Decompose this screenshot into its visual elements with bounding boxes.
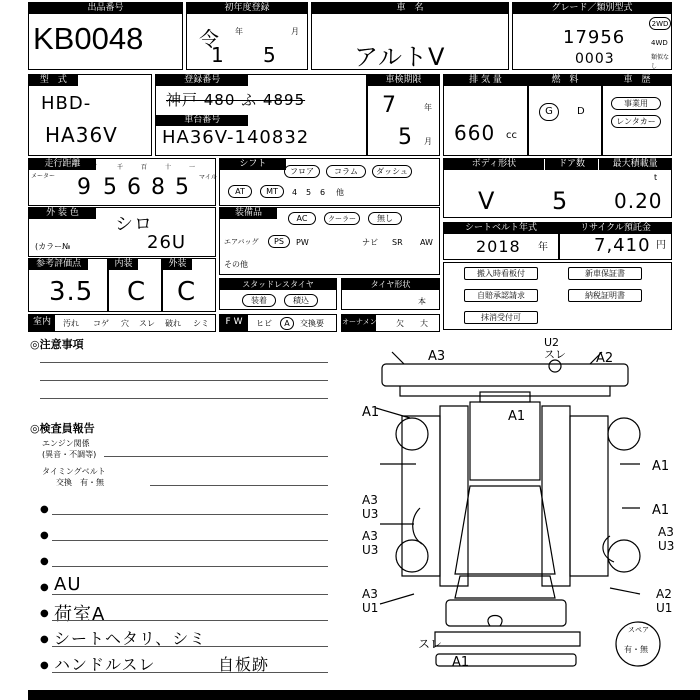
equip-sr: SR bbox=[392, 238, 403, 247]
recycle-label: リサイクル預託金 bbox=[560, 223, 671, 234]
body-capacity-unit: t bbox=[654, 173, 658, 182]
shift-floor: フロア bbox=[284, 165, 320, 178]
color-code-label: (カラー№ bbox=[35, 242, 71, 251]
interior-grade-box bbox=[108, 258, 162, 312]
score-label: 参考評価点 bbox=[29, 259, 88, 270]
spare-label: スペア bbox=[628, 626, 649, 634]
mark-a3-left2: A3 bbox=[362, 529, 378, 543]
notes-line bbox=[40, 380, 328, 381]
car-damage-diagram bbox=[340, 336, 700, 690]
fw-replace: 交換要 bbox=[300, 319, 324, 328]
mark-a1-bottom: A1 bbox=[452, 655, 470, 670]
car-name-box bbox=[311, 2, 509, 70]
chassis-label: 車台番号 bbox=[156, 115, 248, 126]
shift-6: 6 bbox=[320, 188, 326, 197]
inspector-line bbox=[52, 594, 328, 595]
fuel-g: G bbox=[539, 103, 559, 121]
ornament-large: 大 bbox=[420, 319, 428, 328]
equipment-box bbox=[219, 207, 440, 275]
mileage-unit-1: 千 bbox=[117, 164, 124, 171]
mileage-label: 走行距離 bbox=[29, 159, 96, 170]
body-style: V bbox=[478, 187, 496, 215]
fw-box bbox=[219, 314, 337, 332]
fw-label: F W bbox=[220, 315, 248, 331]
color-exterior: シロ bbox=[115, 214, 153, 235]
body-box bbox=[443, 158, 672, 218]
fuel-box bbox=[528, 74, 602, 156]
mileage-digit-0: 9 bbox=[77, 175, 92, 200]
type-line1: HBD- bbox=[41, 93, 92, 114]
inspector-line bbox=[52, 672, 328, 673]
ornament-label: オーナメント bbox=[342, 315, 376, 331]
score-box bbox=[28, 258, 108, 312]
inspector-line bbox=[52, 620, 328, 621]
inspector-item-seat: シートヘタリ、シミ bbox=[54, 629, 207, 648]
mileage-unit: マイル bbox=[199, 174, 217, 181]
first-reg-year: 1 bbox=[211, 43, 225, 67]
inspector-item-au: AU bbox=[54, 574, 82, 595]
doc-warranty: 新車保証書 bbox=[568, 267, 642, 280]
interior-grade: C bbox=[127, 277, 147, 307]
inspection-box bbox=[367, 74, 440, 156]
tire-box bbox=[341, 278, 440, 310]
shift-label: シフト bbox=[220, 159, 286, 170]
color-box bbox=[28, 207, 216, 257]
shift-other: 他 bbox=[336, 188, 344, 197]
body-doors: 5 bbox=[552, 187, 569, 215]
mileage-meter-label: メーター bbox=[31, 173, 56, 180]
fuel-label: 燃 料 bbox=[529, 75, 601, 86]
mileage-digit-4: 5 bbox=[175, 175, 190, 200]
notes-title: ◎注意事項 bbox=[30, 338, 84, 351]
mark-a2-top: A2 bbox=[596, 351, 614, 366]
grade-box bbox=[512, 2, 672, 70]
engine-label: エンジン関係 bbox=[42, 439, 90, 448]
drive-none: 類似なし bbox=[651, 54, 670, 70]
ornament-box bbox=[341, 314, 440, 332]
stud-label: スタッドレスタイヤ bbox=[220, 279, 336, 290]
lot-box bbox=[28, 2, 183, 70]
mileage-digit-3: 8 bbox=[151, 175, 166, 200]
seatbelt-label: シートベルト年式 bbox=[444, 223, 558, 234]
mark-u1-left: U1 bbox=[362, 601, 379, 615]
ornament-missing: 欠 bbox=[396, 319, 404, 328]
bullet: ● bbox=[40, 660, 49, 671]
shift-at: AT bbox=[228, 185, 252, 198]
mileage-unit-4: 一 bbox=[189, 164, 196, 171]
equip-navi: ナビ bbox=[362, 238, 378, 247]
body-capacity-label: 最大積載量 bbox=[598, 159, 671, 170]
equip-other-label: その他 bbox=[224, 260, 248, 269]
first-reg-box bbox=[186, 2, 308, 70]
engine-sub: (異音・不調等) bbox=[42, 450, 97, 459]
reg-value: 神戸 480 ふ 4895 bbox=[166, 91, 306, 109]
stud-box bbox=[219, 278, 337, 310]
shift-5: 5 bbox=[306, 188, 312, 197]
bullet: ● bbox=[40, 634, 49, 645]
inspector-item-handle: ハンドルスレ bbox=[54, 655, 156, 674]
exterior-grade: C bbox=[177, 277, 197, 307]
mark-a3-right: A3 bbox=[658, 525, 674, 539]
inspector-item-cargo: 荷室A bbox=[54, 604, 106, 625]
equip-ac: AC bbox=[288, 212, 316, 225]
bullet: ● bbox=[40, 504, 49, 515]
mark-u2-top: U2 bbox=[544, 336, 560, 349]
tire-label: タイヤ形状 bbox=[342, 279, 439, 290]
notes-line bbox=[40, 398, 328, 399]
recycle-unit: 円 bbox=[656, 240, 666, 251]
grade-top: 17956 bbox=[563, 27, 626, 48]
timing-line bbox=[150, 485, 328, 486]
car-name-label: 車 名 bbox=[312, 3, 508, 14]
stud-equipped: 装着 bbox=[242, 294, 276, 307]
mark-a1-right-lower: A1 bbox=[652, 503, 670, 518]
fuel-d: D bbox=[577, 106, 585, 117]
seatbelt-box bbox=[443, 222, 559, 260]
mileage-digit-1: 5 bbox=[103, 175, 118, 200]
type-box bbox=[28, 74, 152, 156]
inspection-year: 7 bbox=[382, 93, 397, 118]
body-capacity: 0.20 bbox=[614, 189, 663, 213]
color-label: 外 装 色 bbox=[29, 208, 96, 219]
first-reg-era: 令 bbox=[199, 27, 220, 51]
timing-sub: 交換 有・無 bbox=[56, 478, 104, 487]
mark-a3-top: A3 bbox=[428, 349, 446, 364]
bottom-legend-bar bbox=[28, 690, 700, 700]
interior-notes-label: 室内 bbox=[29, 315, 55, 331]
seatbelt-year: 2018 bbox=[476, 237, 521, 256]
mark-scuff-top: スレ bbox=[544, 348, 566, 361]
body-style-label: ボディ形状 bbox=[444, 159, 544, 170]
displacement-label: 排 気 量 bbox=[444, 75, 527, 86]
fw-a: A bbox=[280, 317, 294, 330]
score-value: 3.5 bbox=[49, 277, 94, 307]
mark-a1-right: A1 bbox=[652, 459, 670, 474]
bullet: ● bbox=[40, 608, 49, 619]
grade-bottom: 0003 bbox=[575, 51, 615, 67]
history-box bbox=[602, 74, 672, 156]
equip-aw: AW bbox=[420, 238, 433, 247]
mileage-box bbox=[28, 158, 216, 206]
inspector-line bbox=[52, 646, 328, 647]
type-line2: HA36V bbox=[45, 123, 118, 147]
first-reg-label: 初年度登録 bbox=[187, 3, 307, 14]
inspection-month-unit: 月 bbox=[424, 137, 432, 146]
recycle-box bbox=[559, 222, 672, 260]
lot-number: KB0048 bbox=[33, 21, 144, 56]
mark-a3-left3: A3 bbox=[362, 587, 378, 601]
mark-a3-left1: A3 bbox=[362, 493, 378, 507]
body-doors-label: ドア数 bbox=[544, 159, 598, 170]
shift-4: 4 bbox=[292, 188, 298, 197]
shift-dash: ダッシュ bbox=[372, 165, 412, 178]
drive-4wd: 4WD bbox=[651, 39, 668, 47]
equip-pw: PW bbox=[296, 238, 309, 247]
equip-none: 無し bbox=[368, 212, 402, 225]
mark-u3-right: U3 bbox=[658, 539, 675, 553]
displacement-box bbox=[443, 74, 528, 156]
doc-insurance: 自賠承認請求 bbox=[464, 289, 538, 302]
reg-box bbox=[155, 74, 367, 156]
car-name: アルトV bbox=[354, 43, 446, 71]
reg-label: 登録番号 bbox=[156, 75, 248, 86]
interior-hole: 穴 bbox=[121, 319, 129, 328]
recycle-amount: 7,410 bbox=[594, 235, 651, 256]
inspector-line bbox=[52, 540, 328, 541]
docs-box bbox=[443, 262, 672, 330]
doc-signboard: 搬入時看板付 bbox=[464, 267, 538, 280]
interior-notes-box bbox=[28, 314, 216, 332]
chassis-value: HA36V-140832 bbox=[162, 127, 310, 148]
bullet: ● bbox=[40, 556, 49, 567]
mark-a1-roof: A1 bbox=[508, 409, 526, 424]
inspection-year-unit: 年 bbox=[424, 103, 432, 112]
inspection-month: 5 bbox=[398, 125, 413, 150]
exterior-grade-box bbox=[162, 258, 216, 312]
mark-u3-left1: U3 bbox=[362, 507, 379, 521]
first-reg-year-unit: 年 bbox=[235, 27, 243, 36]
fw-crack: ヒビ bbox=[256, 319, 272, 328]
doc-cancel: 抹消受付可 bbox=[464, 311, 538, 324]
grade-label: グレード／類別型式 bbox=[513, 3, 671, 14]
history-business: 事業用 bbox=[611, 97, 661, 110]
mark-u1-right: U1 bbox=[656, 601, 673, 615]
doc-tax: 納税証明書 bbox=[568, 289, 642, 302]
mileage-unit-0: 万 bbox=[91, 164, 98, 171]
engine-line bbox=[104, 456, 328, 457]
displacement-value: 660 bbox=[454, 121, 496, 145]
seatbelt-unit: 年 bbox=[538, 242, 548, 253]
stud-loaded: 積込 bbox=[284, 294, 318, 307]
mark-a1-left: A1 bbox=[362, 405, 380, 420]
interior-dirt: 汚れ bbox=[63, 319, 79, 328]
equip-ps: PS bbox=[268, 235, 290, 248]
mileage-digit-2: 6 bbox=[127, 175, 142, 200]
mark-u3-left2: U3 bbox=[362, 543, 379, 557]
equip-airbag: エアバッグ bbox=[224, 238, 259, 246]
mark-scuff-bottom: スレ bbox=[418, 637, 443, 651]
shift-box bbox=[219, 158, 440, 206]
equipment-label: 装備品 bbox=[220, 208, 277, 219]
bullet: ● bbox=[40, 582, 49, 593]
exterior-grade-label: 外装 bbox=[163, 259, 192, 270]
interior-scuff: スレ bbox=[139, 319, 155, 328]
interior-stain: シミ bbox=[193, 319, 209, 328]
interior-tear: 破れ bbox=[165, 319, 181, 328]
spare-value: 有・無 bbox=[624, 645, 648, 654]
interior-grade-label: 内装 bbox=[109, 259, 138, 270]
inspection-label: 車検期限 bbox=[368, 75, 439, 86]
inspector-title: ◎検査員報告 bbox=[30, 422, 95, 435]
timing-label: タイミングベルト bbox=[42, 467, 106, 476]
inspector-line bbox=[52, 566, 328, 567]
type-label: 型 式 bbox=[29, 75, 78, 86]
inspector-item-plate: 自板跡 bbox=[218, 655, 270, 674]
shift-column: コラム bbox=[326, 165, 366, 178]
lot-label: 出品番号 bbox=[29, 3, 182, 14]
interior-burn: コゲ bbox=[93, 319, 109, 328]
history-label: 車 歴 bbox=[603, 75, 671, 86]
tire-unit: 本 bbox=[418, 297, 426, 306]
first-reg-month: 5 bbox=[263, 43, 277, 67]
first-reg-month-unit: 月 bbox=[291, 27, 299, 36]
displacement-unit: cc bbox=[506, 130, 517, 141]
bullet: ● bbox=[40, 530, 49, 541]
drive-2wd: 2WD bbox=[649, 17, 671, 30]
color-code: 26U bbox=[147, 232, 187, 253]
mileage-unit-2: 百 bbox=[141, 164, 148, 171]
inspector-line bbox=[52, 514, 328, 515]
notes-line bbox=[40, 362, 328, 363]
equip-cooler: クーラー bbox=[324, 212, 360, 225]
shift-mt: MT bbox=[260, 185, 284, 198]
history-rental: レンタカー bbox=[611, 115, 661, 128]
mark-a2-right: A2 bbox=[656, 587, 672, 601]
mileage-unit-3: 十 bbox=[165, 164, 172, 171]
